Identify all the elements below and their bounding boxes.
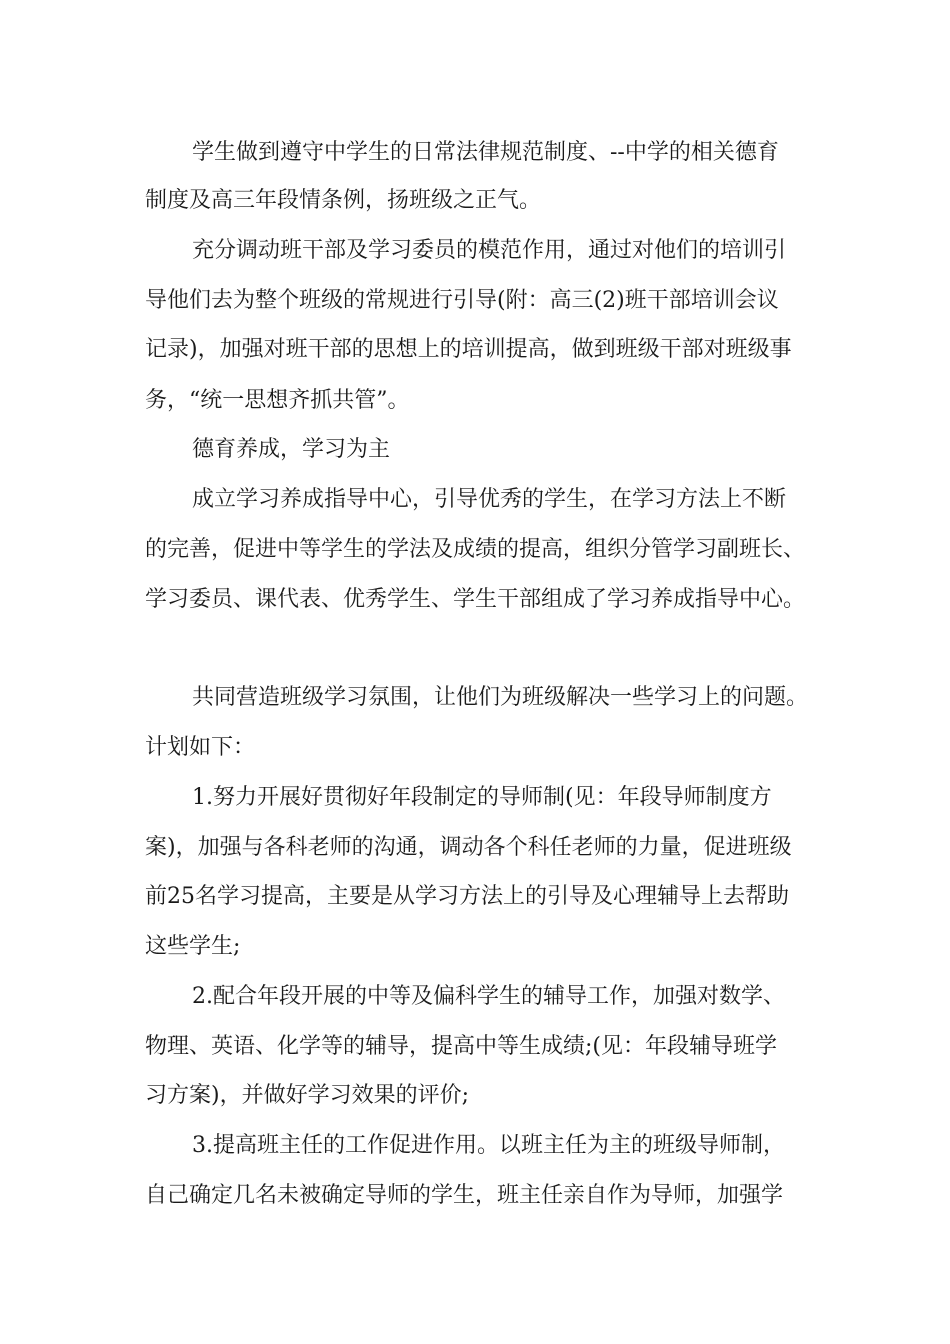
paragraph-line: 计划如下：: [145, 735, 256, 760]
paragraph-line: 制度及高三年段情条例，扬班级之正气。: [145, 188, 542, 213]
paragraph-line: 成立学习养成指导中心，引导优秀的学生，在学习方法上不断: [192, 487, 787, 512]
section-heading: 德育养成，学习为主: [192, 437, 391, 462]
paragraph-line: 记录)，加强对班干部的思想上的培训提高，做到班级干部对班级事: [145, 337, 792, 362]
list-item-line: 前25名学习提高，主要是从学习方法上的引导及心理辅导上去帮助: [145, 884, 789, 909]
list-item-line: 案)，加强与各科老师的沟通，调动各个科任老师的力量，促进班级: [145, 835, 792, 860]
paragraph-line: 学习委员、课代表、优秀学生、学生干部组成了学习养成指导中心。: [145, 587, 806, 612]
paragraph-line: 的完善，促进中等学生的学法及成绩的提高，组织分管学习副班长、: [145, 537, 806, 562]
paragraph-line: 共同营造班级学习氛围，让他们为班级解决一些学习上的问题。: [192, 685, 809, 710]
list-item-line: 习方案)，并做好学习效果的评价;: [145, 1083, 469, 1108]
paragraph-line: 充分调动班干部及学习委员的模范作用，通过对他们的培训引: [192, 238, 787, 263]
list-item-line: 2.配合年段开展的中等及偏科学生的辅导工作，加强对数学、: [192, 984, 785, 1009]
paragraph-line: 学生做到遵守中学生的日常法律规范制度、--中学的相关德育: [192, 140, 779, 165]
list-item-line: 自己确定几名未被确定导师的学生，班主任亲自作为导师，加强学: [145, 1183, 784, 1208]
list-item-line: 1.努力开展好贯彻好年段制定的导师制(见：年段导师制度方: [192, 785, 772, 810]
list-item-line: 这些学生;: [145, 934, 241, 959]
paragraph-line: 务，“统一思想齐抓共管”。: [145, 388, 410, 413]
paragraph-line: 导他们去为整个班级的常规进行引导(附：高三(2)班干部培训会议: [145, 288, 779, 313]
list-item-line: 物理、英语、化学等的辅导，提高中等生成绩;(见：年段辅导班学: [145, 1034, 777, 1059]
list-item-line: 3.提高班主任的工作促进作用。以班主任为主的班级导师制，: [192, 1133, 785, 1158]
